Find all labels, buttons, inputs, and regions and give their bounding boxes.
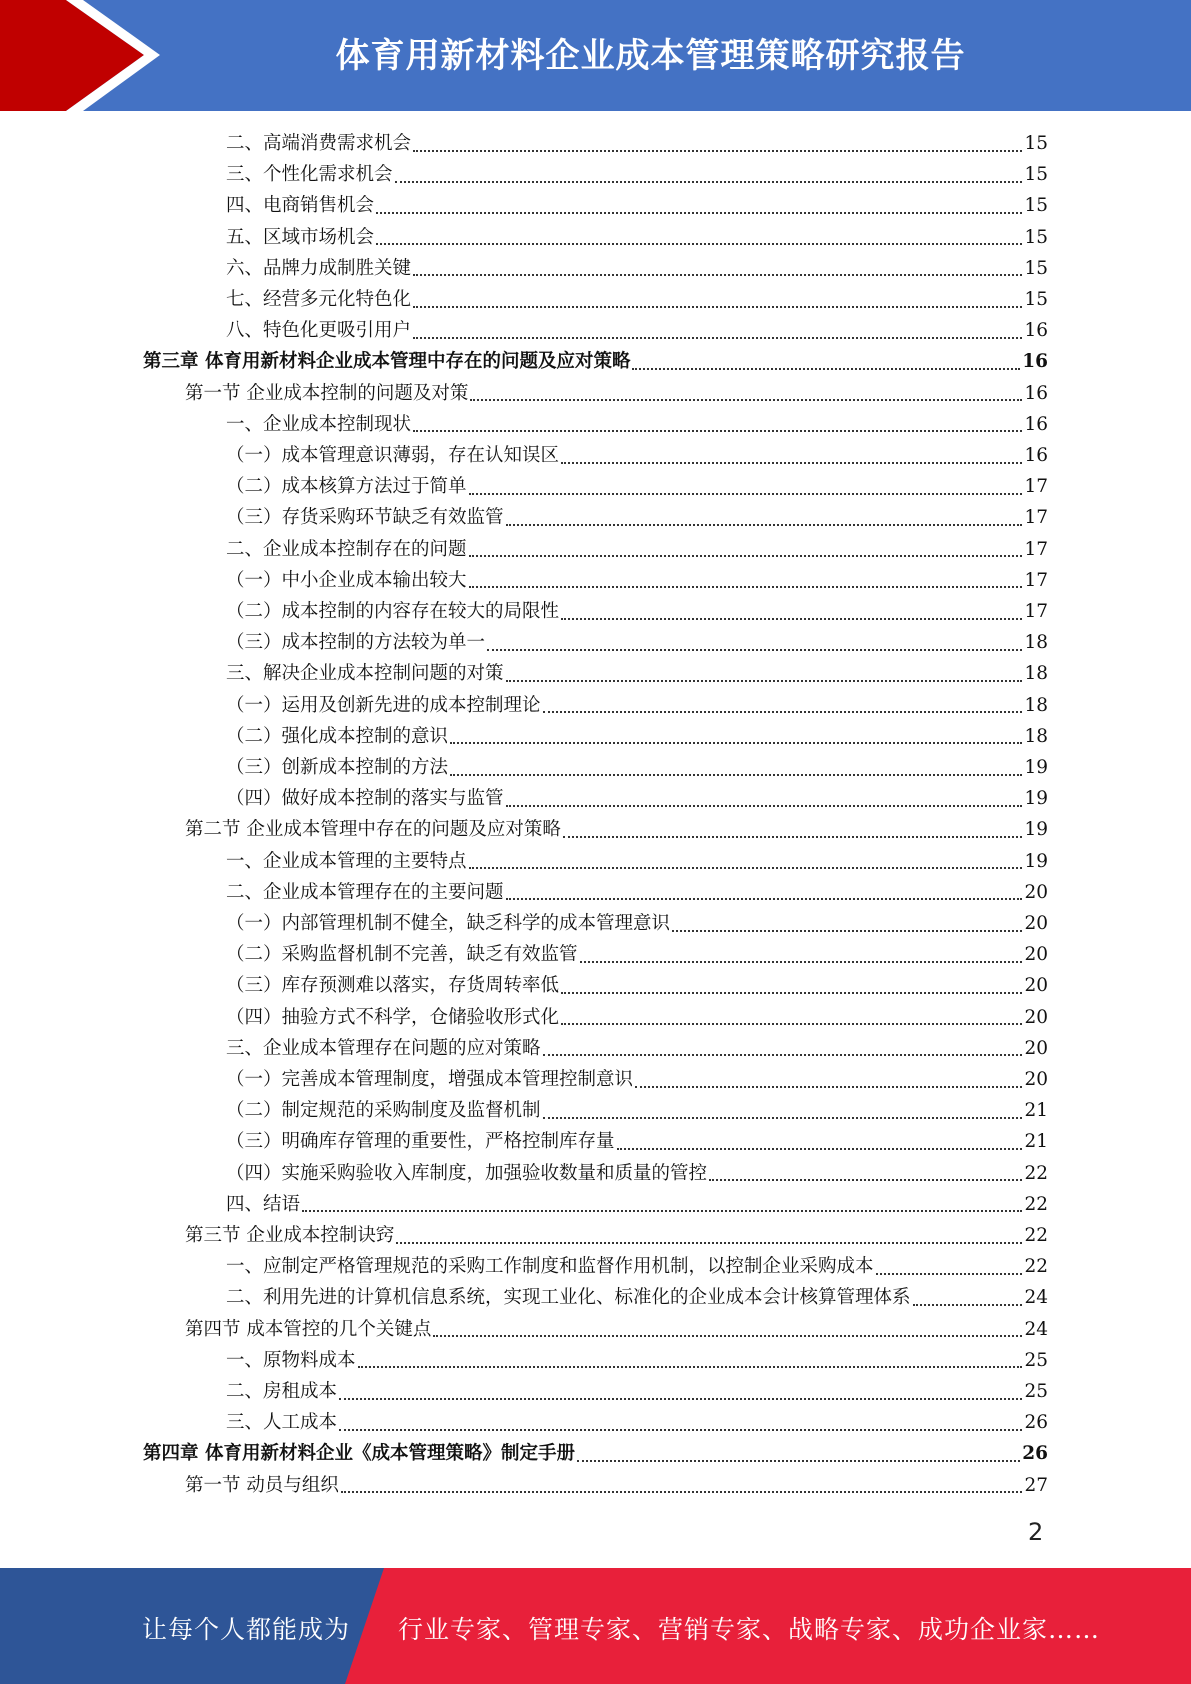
toc-entry-title: 三、解决企业成本控制问题的对策 [226, 663, 504, 685]
toc-dot-leader [469, 555, 1023, 557]
toc-dot-leader [561, 618, 1022, 620]
toc-item-entry[interactable] [226, 721, 1048, 752]
toc-item-entry[interactable] [226, 471, 1048, 502]
toc-page-number: 22 [1024, 1193, 1048, 1215]
toc-page-number: 20 [1024, 944, 1048, 966]
toc-entry-title: （一）成本管理意识薄弱，存在认知误区 [226, 445, 560, 466]
toc-entry-title: 四、结语 [226, 1193, 301, 1215]
toc-dot-leader [632, 368, 1020, 370]
toc-entry-title: （三）明确库存管理的重要性，严格控制库存量 [226, 1131, 615, 1153]
toc-entry-title: （一）内部管理机制不健全，缺乏科学的成本管理意识 [226, 913, 671, 934]
toc-dot-leader [376, 212, 1022, 214]
toc-item-entry[interactable] [226, 1064, 1048, 1095]
toc-entry-title: 二、高端消费需求机会 [226, 133, 412, 154]
footer-slogan-left: 让每个人都能成为 [142, 1615, 351, 1644]
toc-dot-leader [543, 711, 1023, 713]
toc-dot-leader [469, 586, 1023, 588]
toc-item-entry[interactable] [226, 440, 1048, 471]
toc-dot-leader [506, 524, 1023, 526]
toc-dot-leader [635, 1086, 1022, 1088]
toc-entry-title: （二）制定规范的采购制度及监督机制 [226, 1100, 541, 1122]
toc-page-number: 19 [1024, 757, 1048, 778]
toc-page-number: 16 [1024, 382, 1048, 404]
toc-page-number: 17 [1024, 601, 1048, 622]
toc-page-number: 20 [1024, 1069, 1048, 1090]
toc-page-number: 27 [1024, 1474, 1048, 1496]
toc-page-number: 17 [1024, 538, 1048, 560]
toc-page-number: 17 [1024, 569, 1048, 591]
toc-dot-leader [580, 961, 1023, 963]
toc-entry-title: 二、企业成本控制存在的问题 [226, 538, 467, 560]
toc-entry-title: 一、企业成本管理的主要特点 [226, 850, 467, 872]
toc-page-number: 20 [1024, 913, 1048, 934]
toc-dot-leader [487, 649, 1022, 651]
toc-chapter-entry[interactable] [143, 346, 1048, 377]
toc-page-number: 18 [1024, 725, 1048, 747]
toc-item-entry[interactable] [226, 627, 1048, 658]
toc-dot-leader [339, 1398, 1022, 1400]
toc-page-number: 18 [1024, 663, 1048, 685]
toc-dot-leader [395, 181, 1023, 183]
toc-page-number: 26 [1022, 1443, 1048, 1465]
toc-page-number: 15 [1024, 164, 1048, 186]
toc-page-number: 15 [1024, 289, 1048, 310]
toc-entry-title: 六、品牌力成制胜关键 [226, 257, 412, 279]
toc-dot-leader [469, 867, 1023, 869]
toc-item-entry[interactable] [226, 565, 1048, 596]
toc-dot-leader [341, 1491, 1023, 1493]
toc-entry-title: （一）完善成本管理制度，增强成本管理控制意识 [226, 1069, 634, 1090]
toc-page-number: 18 [1024, 694, 1048, 716]
toc-entry-title: （二）强化成本控制的意识 [226, 725, 449, 747]
toc-entry-title: 三、人工成本 [226, 1412, 338, 1434]
toc-dot-leader [561, 992, 1022, 994]
toc-page-number: 24 [1024, 1318, 1048, 1340]
toc-dot-leader [413, 337, 1022, 339]
toc-entry-title: （三）成本控制的方法较为单一 [226, 632, 486, 654]
toc-dot-leader [506, 680, 1023, 682]
toc-entry-title: 第一节 动员与组织 [185, 1474, 339, 1496]
toc-item-entry[interactable] [226, 222, 1048, 253]
toc-dot-leader [876, 1273, 1023, 1275]
toc-page-number: 16 [1024, 413, 1048, 435]
toc-entry-title: （四）抽验方式不科学，仓储验收形式化 [226, 1006, 560, 1028]
toc-dot-leader [450, 742, 1022, 744]
toc-dot-leader [506, 805, 1023, 807]
toc-item-entry[interactable] [226, 939, 1048, 970]
toc-entry-title: 一、企业成本控制现状 [226, 413, 412, 435]
toc-page-number: 20 [1024, 975, 1048, 997]
page-header [0, 0, 1191, 111]
toc-item-entry[interactable] [226, 190, 1048, 221]
toc-item-entry[interactable] [226, 846, 1048, 877]
toc-dot-leader [563, 836, 1023, 838]
toc-entry-title: 四、电商销售机会 [226, 195, 375, 217]
toc-page-number: 17 [1024, 476, 1048, 498]
toc-dot-leader [543, 1117, 1023, 1119]
toc-item-entry[interactable] [226, 877, 1048, 908]
toc-dot-leader [506, 898, 1023, 900]
toc-dot-leader [339, 1429, 1022, 1431]
toc-page-number: 24 [1024, 1287, 1048, 1309]
footer-slogan-right: 行业专家、管理专家、营销专家、战略专家、成功企业家…… [398, 1615, 1101, 1644]
toc-item-entry[interactable] [226, 783, 1048, 814]
toc-entry-title: （一）运用及创新先进的成本控制理论 [226, 694, 541, 716]
toc-dot-leader [396, 1242, 1022, 1244]
toc-entry-title: （四）做好成本控制的落实与监管 [226, 788, 504, 810]
toc-entry-title: 二、企业成本管理存在的主要问题 [226, 881, 504, 903]
toc-dot-leader [413, 306, 1022, 308]
page-footer [0, 1568, 1191, 1684]
toc-dot-leader [577, 1460, 1020, 1462]
toc-entry-title: 第三节 企业成本控制诀窍 [185, 1225, 395, 1246]
toc-entry-title: （二）成本控制的内容存在较大的局限性 [226, 601, 560, 622]
toc-entry-title: 二、利用先进的计算机信息系统，实现工业化、标准化的企业成本会计核算管理体系 [226, 1287, 911, 1309]
toc-item-entry[interactable] [226, 596, 1048, 627]
toc-section-entry[interactable] [185, 814, 1048, 845]
toc-item-entry[interactable] [226, 502, 1048, 533]
toc-item-entry[interactable] [226, 1407, 1048, 1438]
toc-entry-title: （一）中小企业成本输出较大 [226, 569, 467, 591]
toc-item-entry[interactable] [226, 1376, 1048, 1407]
toc-entry-title: （三）库存预测难以落实，存货周转率低 [226, 975, 560, 997]
toc-item-entry[interactable] [226, 409, 1048, 440]
toc-item-entry[interactable] [226, 1345, 1048, 1376]
toc-dot-leader [433, 1335, 1022, 1337]
toc-item-entry[interactable] [226, 1095, 1048, 1126]
toc-dot-leader [413, 430, 1022, 432]
toc-item-entry[interactable] [226, 128, 1048, 159]
toc-dot-leader [709, 1179, 1022, 1181]
toc-dot-leader [376, 243, 1022, 245]
toc-page-number: 25 [1024, 1381, 1048, 1402]
toc-entry-title: （三）存货采购环节缺乏有效监管 [226, 507, 504, 529]
toc-dot-leader [470, 399, 1022, 401]
toc-item-entry[interactable] [226, 690, 1048, 721]
toc-entry-title: 二、房租成本 [226, 1381, 338, 1402]
toc-entry-title: 第二节 企业成本管理中存在的问题及应对策略 [185, 819, 561, 841]
toc-dot-leader [413, 274, 1022, 276]
toc-page-number: 20 [1024, 1006, 1048, 1028]
toc-page-number: 21 [1024, 1131, 1048, 1153]
toc-page-number: 17 [1024, 507, 1048, 529]
toc-item-entry[interactable] [226, 159, 1048, 190]
toc-page-number: 25 [1024, 1349, 1048, 1371]
toc-page-number: 20 [1024, 881, 1048, 903]
report-title: 体育用新材料企业成本管理策略研究报告 [335, 36, 966, 76]
toc-entry-title: 第四章 体育用新材料企业《成本管理策略》制定手册 [143, 1443, 575, 1465]
toc-entry-title: 第一节 企业成本控制的问题及对策 [185, 382, 469, 404]
toc-page-number: 15 [1024, 226, 1048, 248]
toc-entry-title: （二）采购监督机制不完善，缺乏有效监管 [226, 944, 578, 966]
toc-item-entry[interactable] [226, 908, 1048, 939]
toc-entry-title: （三）创新成本控制的方法 [226, 757, 449, 778]
toc-page-number: 22 [1024, 1256, 1048, 1278]
toc-dot-leader [672, 930, 1022, 932]
toc-item-entry[interactable] [226, 1189, 1048, 1220]
toc-section-entry[interactable] [185, 378, 1048, 409]
toc-dot-leader [561, 1023, 1022, 1025]
toc-page-number: 22 [1024, 1225, 1048, 1246]
toc-entry-title: 五、区域市场机会 [226, 226, 375, 248]
toc-page-number: 19 [1024, 788, 1048, 810]
toc-entry-title: 第三章 体育用新材料企业成本管理中存在的问题及应对策略 [143, 351, 631, 373]
toc-page-number: 15 [1024, 257, 1048, 279]
toc-dot-leader [561, 462, 1022, 464]
toc-entry-title: 七、经营多元化特色化 [226, 289, 412, 310]
toc-entry-title: 三、企业成本管理存在问题的应对策略 [226, 1037, 541, 1059]
toc-item-entry[interactable] [226, 1158, 1048, 1189]
toc-page-number: 16 [1022, 351, 1048, 373]
toc-page-number: 19 [1024, 850, 1048, 872]
toc-item-entry[interactable] [226, 752, 1048, 783]
toc-entry-title: 三、个性化需求机会 [226, 164, 393, 186]
toc-dot-leader [469, 493, 1023, 495]
toc-item-entry[interactable] [226, 253, 1048, 284]
toc-item-entry[interactable] [226, 1282, 1048, 1313]
toc-section-entry[interactable] [185, 1470, 1048, 1501]
toc-page-number: 21 [1024, 1100, 1048, 1122]
toc-entry-title: （二）成本核算方法过于简单 [226, 476, 467, 498]
toc-section-entry[interactable] [185, 1314, 1048, 1345]
toc-section-entry[interactable] [185, 1220, 1048, 1251]
toc-entry-title: （四）实施采购验收入库制度，加强验收数量和质量的管控 [226, 1162, 708, 1184]
toc-page-number: 18 [1024, 632, 1048, 654]
toc-item-entry[interactable] [226, 315, 1048, 346]
toc-dot-leader [358, 1366, 1023, 1368]
toc-item-entry[interactable] [226, 1126, 1048, 1157]
toc-dot-leader [450, 774, 1022, 776]
toc-chapter-entry[interactable] [143, 1438, 1048, 1469]
toc-page-number: 16 [1024, 445, 1048, 466]
toc-item-entry[interactable] [226, 1251, 1048, 1282]
toc-dot-leader [913, 1304, 1023, 1306]
toc-entry-title: 一、应制定严格管理规范的采购工作制度和监督作用机制，以控制企业采购成本 [226, 1256, 874, 1278]
page-number: 2 [1028, 1518, 1044, 1546]
toc-item-entry[interactable] [226, 284, 1048, 315]
toc-page-number: 22 [1024, 1162, 1048, 1184]
toc-dot-leader [543, 1054, 1023, 1056]
toc-item-entry[interactable] [226, 658, 1048, 689]
toc-entry-title: 一、原物料成本 [226, 1349, 356, 1371]
toc-entry-title: 八、特色化更吸引用户 [226, 320, 412, 342]
toc-item-entry[interactable] [226, 1002, 1048, 1033]
header-red-arrow [0, 0, 144, 111]
toc-entry-title: 第四节 成本管控的几个关键点 [185, 1318, 432, 1340]
toc-item-entry[interactable] [226, 1033, 1048, 1064]
toc-page-number: 15 [1024, 133, 1048, 154]
toc-page-number: 15 [1024, 195, 1048, 217]
toc-page-number: 26 [1024, 1412, 1048, 1434]
toc-item-entry[interactable] [226, 534, 1048, 565]
toc-page-number: 20 [1024, 1037, 1048, 1059]
toc-dot-leader [302, 1210, 1022, 1212]
toc-dot-leader [413, 150, 1022, 152]
toc-page-number: 19 [1024, 819, 1048, 841]
toc-dot-leader [617, 1148, 1023, 1150]
toc-page-number: 16 [1024, 320, 1048, 342]
toc-item-entry[interactable] [226, 970, 1048, 1001]
